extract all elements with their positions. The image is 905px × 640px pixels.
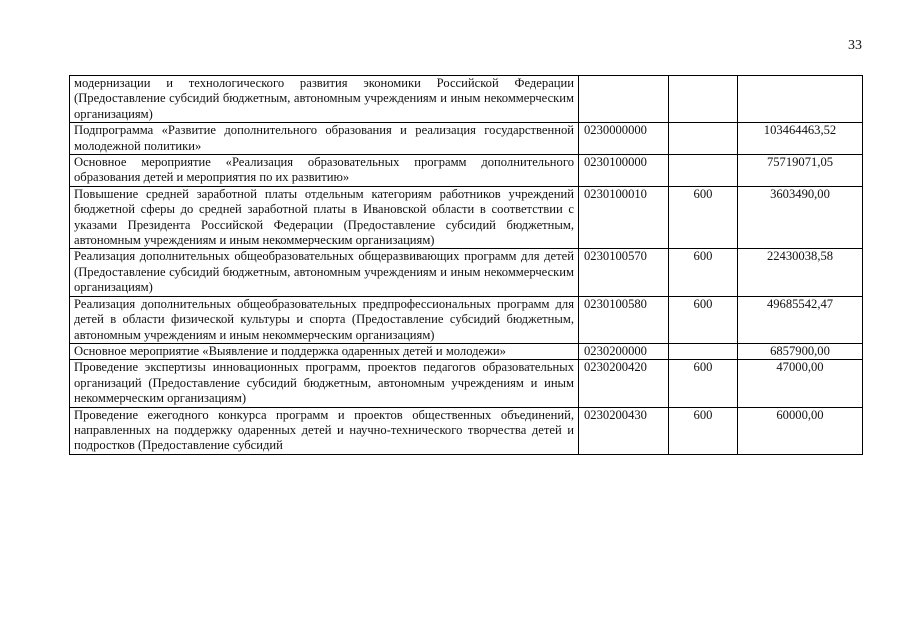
row-code-cell [579,76,669,123]
row-name-cell [70,360,579,407]
row-code-cell: 0230100010 [579,186,669,249]
row-code-cell: 0230100570 [579,249,669,296]
row-vr-cell [669,343,738,359]
row-vr-cell: 600 [669,249,738,296]
row-name-text: Проведение ежегодного конкурса программ и проектов общественных объединений, направленных на поддержку одаренных детей и научно-технического творчества детей и подростков (Предоставление субсидий [74,407,574,453]
row-amount-cell: 47000,00 [738,360,863,407]
row-amount-cell: 75719071,05 [738,155,863,187]
table-row [70,343,863,359]
table-row [70,186,863,249]
row-name-text: Подпрограмма «Развитие дополнительного образования и реализация государственной молодежной политики» [74,123,574,153]
row-name-cell [70,343,579,359]
row-name-text: Реализация дополнительных общеобразовательных общеразвивающих программ для детей (Предоставление субсидий бюджетным, автономным учреждениям и иным некоммерческим организациям) [74,249,574,295]
row-vr-cell [669,155,738,187]
row-code-cell: 0230200420 [579,360,669,407]
row-amount-cell [738,76,863,123]
row-vr-cell [669,76,738,123]
row-amount-cell: 60000,00 [738,407,863,454]
row-amount-cell: 103464463,52 [738,123,863,155]
row-name-cell [70,407,579,454]
row-vr-cell [669,123,738,155]
row-amount-cell: 3603490,00 [738,186,863,249]
row-name-text: Реализация дополнительных общеобразовательных предпрофессиональных программ для детей в области физической культуры и спорта (Предоставление субсидий бюджетным, автономным учреждениям и иным некоммерческим организациям) [74,296,574,342]
row-vr-cell: 600 [669,186,738,249]
row-name-cell [70,123,579,155]
row-name-text: Основное мероприятие «Выявление и поддержка одаренных детей и молодежи» [74,343,506,358]
table-row [70,76,863,123]
row-name-text: Проведение экспертизы инновационных программ, проектов педагогов образовательных организаций (Предоставление субсидий бюджетным, автономным учреждениям и иным некоммерческим организациям) [74,360,574,406]
row-name-cell [70,296,579,343]
row-vr-cell: 600 [669,296,738,343]
row-name-cell [70,155,579,187]
row-name-text: Повышение средней заработной платы отдельным категориям работников учреждений бюджетной сферы до средней заработной платы в Ивановской области в соответствии с указами Президента Российской Федерации (Предоставление субсидий бюджетным, автономным учреждениям и иным некоммерческим организациям) [74,186,574,248]
table-row [70,123,863,155]
row-amount-cell: 49685542,47 [738,296,863,343]
table-row [70,155,863,187]
row-code-cell: 0230100580 [579,296,669,343]
table-row [70,360,863,407]
row-code-cell: 0230200430 [579,407,669,454]
row-name-cell [70,249,579,296]
row-vr-cell: 600 [669,360,738,407]
row-amount-cell: 22430038,58 [738,249,863,296]
row-vr-cell: 600 [669,407,738,454]
row-amount-cell: 6857900,00 [738,343,863,359]
budget-table [69,75,863,455]
row-name-cell [70,76,579,123]
row-code-cell: 0230200000 [579,343,669,359]
table-row [70,407,863,454]
row-name-cell [70,186,579,249]
row-code-cell: 0230000000 [579,123,669,155]
table-row [70,296,863,343]
row-name-text: модернизации и технологического развития экономики Российской Федерации (Предоставление субсидий бюджетным, автономным учреждениям и иным некоммерческим организациям) [74,76,574,121]
page-number: 33 [848,38,862,53]
row-name-text: Основное мероприятие «Реализация образовательных программ дополнительного образования детей и мероприятия по их развитию» [74,155,574,185]
row-code-cell: 0230100000 [579,155,669,187]
table-row [70,249,863,296]
